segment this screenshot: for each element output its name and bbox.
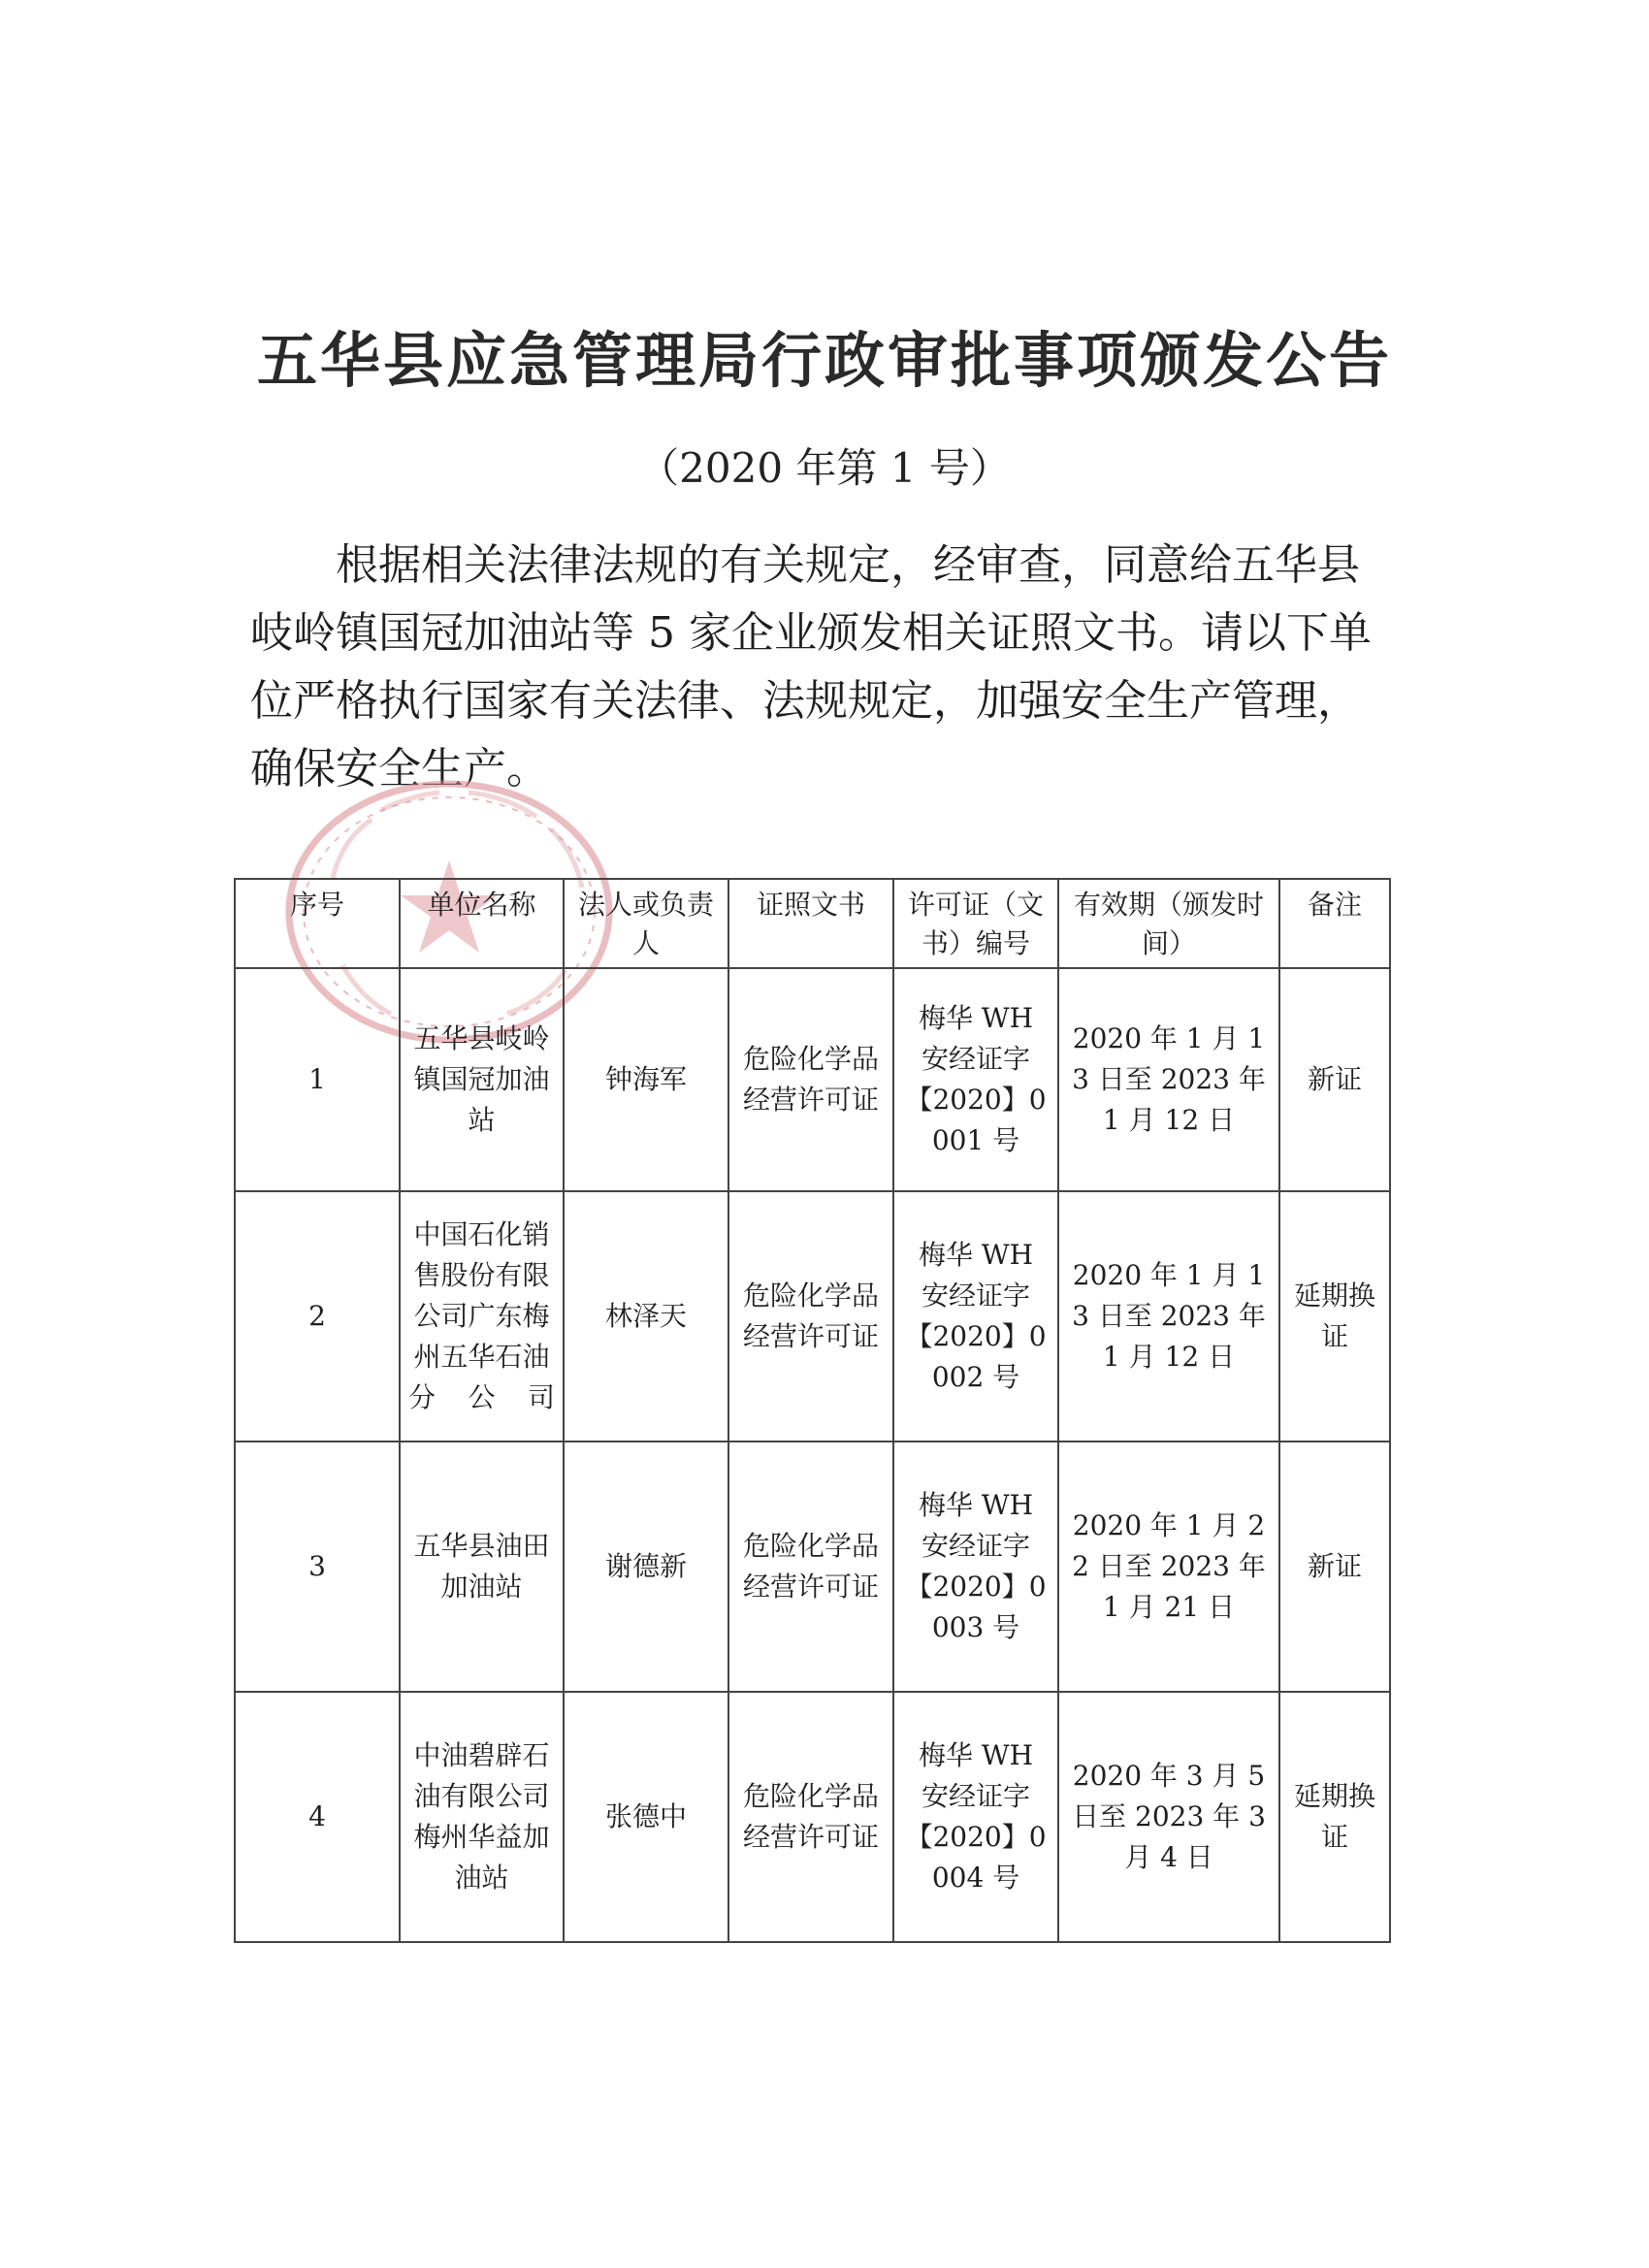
header-person: 法人或负责人: [564, 879, 728, 968]
cell-validity: 2020 年 1 月 22 日至 2023 年 1 月 21 日: [1058, 1442, 1279, 1692]
table-row: [235, 968, 1390, 1191]
cell-unit: 五华县岐岭镇国冠加油站: [400, 968, 564, 1191]
cell-validity: 2020 年 3 月 5 日至 2023 年 3 月 4 日: [1058, 1692, 1279, 1942]
cell-unit: 五华县油田加油站: [400, 1442, 564, 1692]
body-line: 位严格执行国家有关法律、法规规定，加强安全生产管理，: [250, 676, 1360, 726]
cell-license: 梅华 WH 安经证字【2020】0001 号: [893, 968, 1058, 1191]
document-number: （2020 年第 1 号）: [638, 444, 1011, 492]
cell-person: 谢德新: [564, 1442, 728, 1692]
cell-no: 3: [235, 1442, 400, 1692]
cell-person: 钟海军: [564, 968, 728, 1191]
cell-no: 4: [235, 1692, 400, 1942]
cell-no: 2: [235, 1191, 400, 1442]
notice-body: [250, 532, 1405, 803]
cell-unit: 中国石化销售股份有限公司广东梅州五华石油分公司: [400, 1191, 564, 1442]
header-no: 序号: [235, 879, 400, 968]
cell-remark: 新证: [1279, 1442, 1390, 1692]
header-validity: 有效期（颁发时间）: [1058, 879, 1279, 968]
cell-doc: 危险化学品经营许可证: [728, 1191, 893, 1442]
cell-doc: 危险化学品经营许可证: [728, 1692, 893, 1942]
body-line: 岐岭镇国冠加油站等 5 家企业颁发相关证照文书。请以下单: [250, 608, 1372, 658]
body-line: 根据相关法律法规的有关规定，经审查，同意给五华县: [336, 540, 1360, 590]
cell-license: 梅华 WH 安经证字【2020】0002 号: [893, 1191, 1058, 1442]
cell-doc: 危险化学品经营许可证: [728, 1442, 893, 1692]
header-license: 许可证（文书）编号: [893, 879, 1058, 968]
header-doc: 证照文书: [728, 879, 893, 968]
body-line: 确保安全生产。: [250, 744, 549, 794]
cell-remark: 新证: [1279, 968, 1390, 1191]
cell-person: 张德中: [564, 1692, 728, 1942]
cell-unit: 中油碧辟石油有限公司梅州华益加油站: [400, 1692, 564, 1942]
cell-doc: 危险化学品经营许可证: [728, 968, 893, 1191]
header-remark: 备注: [1279, 879, 1390, 968]
cell-remark: 延期换证: [1279, 1692, 1390, 1942]
cell-validity: 2020 年 1 月 13 日至 2023 年 1 月 12 日: [1058, 1191, 1279, 1442]
header-unit: 单位名称: [400, 879, 564, 968]
cell-license: 梅华 WH 安经证字【2020】0003 号: [893, 1442, 1058, 1692]
permit-table: [234, 878, 1391, 1943]
page-title: 五华县应急管理局行政审批事项颁发公告: [256, 325, 1392, 396]
cell-no: 1: [235, 968, 400, 1191]
table-row: [235, 1191, 1390, 1442]
table-header-row: [235, 879, 1390, 968]
cell-validity: 2020 年 1 月 13 日至 2023 年 1 月 12 日: [1058, 968, 1279, 1191]
cell-license: 梅华 WH 安经证字【2020】0004 号: [893, 1692, 1058, 1942]
cell-person: 林泽天: [564, 1191, 728, 1442]
table-row: [235, 1692, 1390, 1942]
table-row: [235, 1442, 1390, 1692]
cell-remark: 延期换证: [1279, 1191, 1390, 1442]
